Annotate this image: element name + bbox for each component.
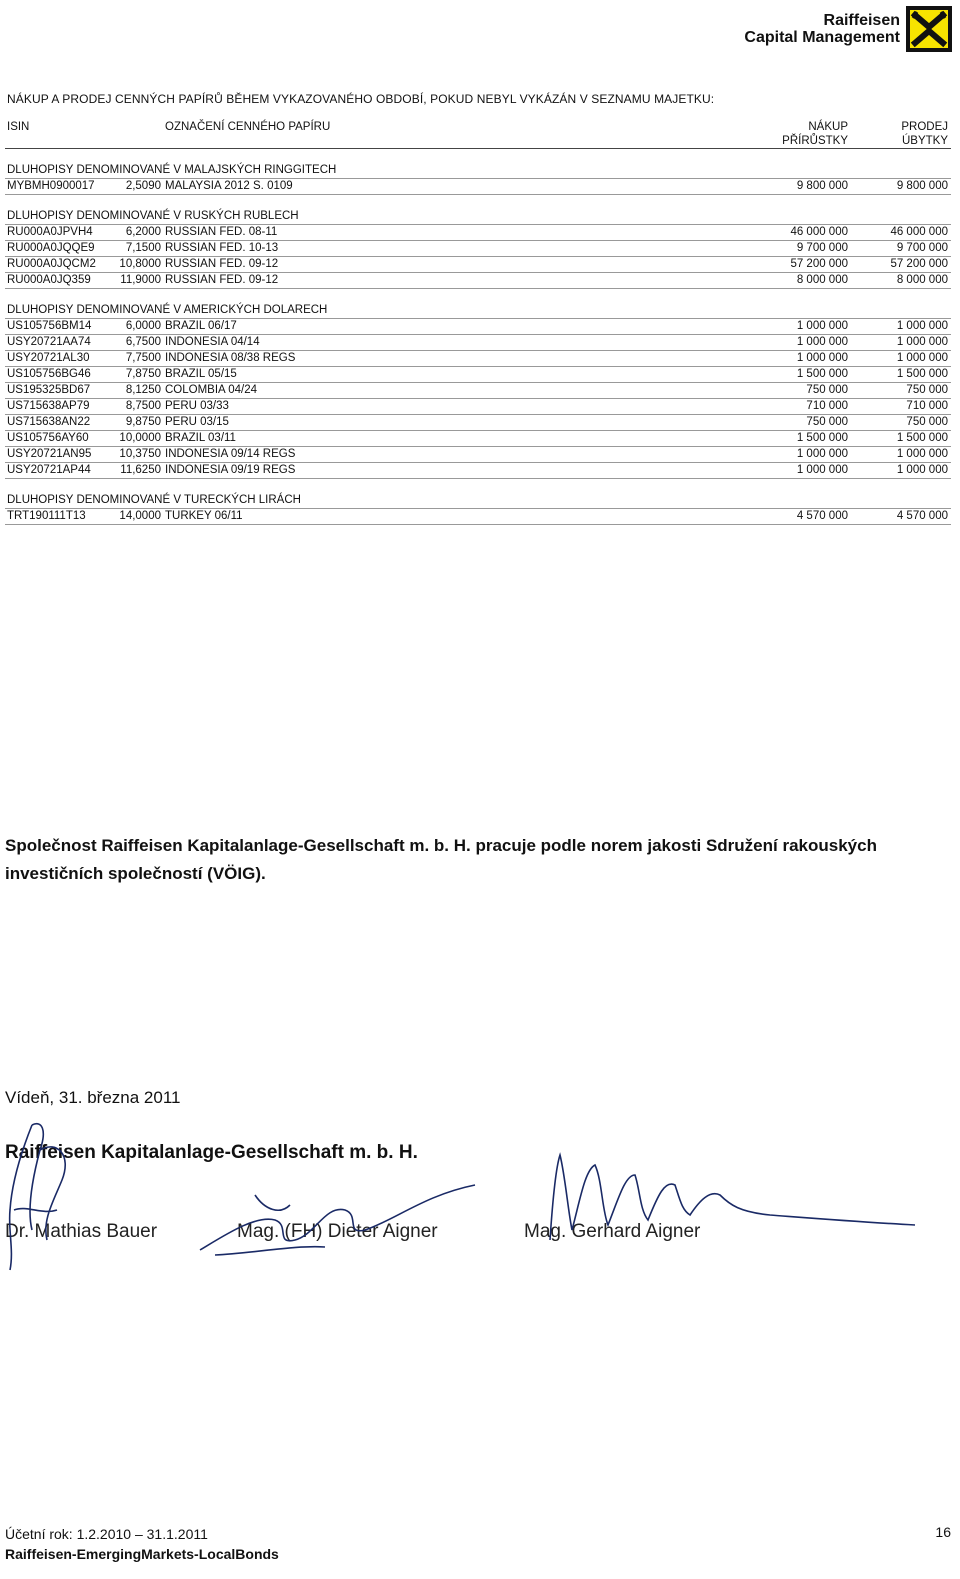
signer-2: Mag. (FH) Dieter Aigner — [237, 1221, 438, 1242]
cell-buy: 1 000 000 — [796, 464, 848, 476]
cell-sell: 46 000 000 — [890, 226, 948, 238]
section-title: DLUHOPISY DENOMINOVANÉ V TURECKÝCH LIRÁCH — [5, 493, 951, 509]
company-name: Raiffeisen Kapitalanlage-Gesellschaft m. b. H. — [5, 1142, 418, 1163]
column-header-buy-line2: PŘÍRŮSTKY — [782, 135, 848, 147]
cell-sell: 57 200 000 — [890, 258, 948, 270]
table-section — [5, 209, 951, 289]
cell-rate: 2,5090 — [125, 180, 161, 192]
table-header — [5, 118, 951, 149]
cell-rate: 6,0000 — [125, 320, 161, 332]
cell-isin: USY20721AP44 — [7, 464, 91, 476]
cell-rate: 10,8000 — [119, 258, 161, 270]
cell-name: BRAZIL 03/11 — [165, 432, 236, 444]
logo-line-1: Raiffeisen — [823, 12, 900, 29]
fiscal-period: Účetní rok: 1.2.2010 – 31.1.2011 — [5, 1526, 208, 1542]
cell-name: INDONESIA 04/14 — [165, 336, 260, 348]
table-row — [5, 351, 951, 367]
cell-rate: 7,1500 — [125, 242, 161, 254]
table-row — [5, 335, 951, 351]
cell-buy: 8 000 000 — [796, 274, 848, 286]
cell-rate: 6,2000 — [125, 226, 161, 238]
cell-isin: RU000A0JQ359 — [7, 274, 91, 286]
logo-line-2: Capital Management — [744, 29, 900, 46]
cell-name: PERU 03/33 — [165, 400, 229, 412]
cell-sell: 1 000 000 — [896, 336, 948, 348]
table-row — [5, 367, 951, 383]
raiffeisen-logo-icon — [906, 6, 952, 52]
cell-isin: US195325BD67 — [7, 384, 91, 396]
table-row — [5, 273, 951, 289]
cell-rate: 10,3750 — [119, 448, 161, 460]
table-section — [5, 163, 951, 195]
cell-sell: 1 000 000 — [896, 320, 948, 332]
cell-isin: USY20721AL30 — [7, 352, 90, 364]
footer — [5, 1524, 279, 1564]
cell-buy: 710 000 — [806, 400, 848, 412]
signature-3-icon — [540, 1150, 920, 1260]
cell-rate: 7,8750 — [125, 368, 161, 380]
cell-buy: 1 500 000 — [796, 368, 848, 380]
cell-sell: 750 000 — [906, 416, 948, 428]
cell-buy: 4 570 000 — [796, 510, 848, 522]
cell-rate: 11,6250 — [120, 464, 161, 476]
cell-buy: 46 000 000 — [790, 226, 848, 238]
column-header-buy — [782, 120, 848, 148]
column-header-sell-line1: PRODEJ — [901, 121, 948, 133]
table-sections — [5, 163, 951, 525]
cell-isin: US105756AY60 — [7, 432, 89, 444]
cell-rate: 10,0000 — [119, 432, 161, 444]
table-row — [5, 179, 951, 195]
cell-isin: US105756BG46 — [7, 368, 91, 380]
cell-sell: 9 700 000 — [896, 242, 948, 254]
cell-buy: 1 500 000 — [796, 432, 848, 444]
cell-sell: 4 570 000 — [896, 510, 948, 522]
cell-name: RUSSIAN FED. 09-12 — [165, 258, 279, 270]
cell-rate: 6,7500 — [125, 336, 161, 348]
cell-isin: US715638AP79 — [7, 400, 90, 412]
cell-name: RUSSIAN FED. 09-12 — [165, 274, 279, 286]
cell-rate: 9,8750 — [125, 416, 161, 428]
cell-buy: 750 000 — [806, 416, 848, 428]
column-header-buy-line1: NÁKUP — [808, 121, 848, 133]
cell-rate: 8,1250 — [125, 384, 161, 396]
cell-sell: 710 000 — [906, 400, 948, 412]
cell-name: PERU 03/15 — [165, 416, 229, 428]
cell-isin: TRT190111T13 — [7, 510, 86, 522]
cell-sell: 9 800 000 — [896, 180, 948, 192]
cell-isin: USY20721AA74 — [7, 336, 91, 348]
table-section — [5, 303, 951, 479]
cell-sell: 1 000 000 — [896, 352, 948, 364]
cell-sell: 750 000 — [906, 384, 948, 396]
page-number: 16 — [935, 1524, 951, 1540]
cell-buy: 750 000 — [806, 384, 848, 396]
cell-name: INDONESIA 09/19 REGS — [165, 464, 296, 476]
cell-buy: 9 700 000 — [796, 242, 848, 254]
table-row — [5, 241, 951, 257]
quality-statement: Společnost Raiffeisen Kapitalanlage-Gesellschaft m. b. H. pracuje podle norem jakosti Sdružení rakouských investičních společností (VÖIG). — [5, 836, 877, 883]
table-row — [5, 415, 951, 431]
cell-isin: US715638AN22 — [7, 416, 91, 428]
logo-wordmark — [744, 12, 900, 46]
column-header-sell-line2: ÚBYTKY — [901, 135, 948, 147]
cell-isin: MYBMH0900017 — [7, 180, 95, 192]
securities-table — [5, 118, 951, 525]
table-row — [5, 383, 951, 399]
cell-name: BRAZIL 05/15 — [165, 368, 237, 380]
column-header-name: OZNAČENÍ CENNÉHO PAPÍRU — [165, 121, 331, 133]
cell-sell: 1 000 000 — [896, 464, 948, 476]
cell-buy: 1 000 000 — [796, 320, 848, 332]
cell-isin: RU000A0JQCM2 — [7, 258, 96, 270]
cell-isin: US105756BM14 — [7, 320, 92, 332]
cell-name: INDONESIA 09/14 REGS — [165, 448, 296, 460]
cell-isin: USY20721AN95 — [7, 448, 92, 460]
signature-1-icon — [2, 1110, 92, 1280]
table-row — [5, 431, 951, 447]
cell-sell: 1 000 000 — [896, 448, 948, 460]
table-row — [5, 463, 951, 479]
signer-1: Dr. Mathias Bauer — [5, 1221, 158, 1242]
cell-rate: 8,7500 — [125, 400, 161, 412]
cell-name: COLOMBIA 04/24 — [165, 384, 258, 396]
signer-3: Mag. Gerhard Aigner — [524, 1221, 701, 1242]
table-row — [5, 399, 951, 415]
cell-isin: RU000A0JPVH4 — [7, 226, 93, 238]
cell-sell: 1 500 000 — [896, 368, 948, 380]
company-logo — [744, 6, 952, 52]
table-row — [5, 257, 951, 273]
section-title: DLUHOPISY DENOMINOVANÉ V AMERICKÝCH DOLARECH — [5, 303, 951, 319]
cell-sell: 8 000 000 — [896, 274, 948, 286]
table-row — [5, 509, 951, 525]
cell-name: TURKEY 06/11 — [165, 510, 243, 522]
section-heading: NÁKUP A PRODEJ CENNÝCH PAPÍRŮ BĚHEM VYKAZOVANÉHO OBDOBÍ, POKUD NEBYL VYKÁZÁN V SEZNAMU MAJETKU: — [7, 92, 715, 106]
cell-name: MALAYSIA 2012 S. 0109 — [165, 180, 293, 192]
cell-isin: RU000A0JQQE9 — [7, 242, 95, 254]
table-row — [5, 319, 951, 335]
cell-buy: 9 800 000 — [796, 180, 848, 192]
cell-name: BRAZIL 06/17 — [165, 320, 237, 332]
column-header-isin: ISIN — [7, 121, 30, 133]
cell-buy: 57 200 000 — [790, 258, 848, 270]
table-section — [5, 493, 951, 525]
cell-sell: 1 500 000 — [896, 432, 948, 444]
cell-rate: 11,9000 — [120, 274, 161, 286]
cell-rate: 7,7500 — [125, 352, 161, 364]
section-title: DLUHOPISY DENOMINOVANÉ V RUSKÝCH RUBLECH — [5, 209, 951, 225]
section-title: DLUHOPISY DENOMINOVANÉ V MALAJSKÝCH RINGGITECH — [5, 163, 951, 179]
fund-name: Raiffeisen-EmergingMarkets-LocalBonds — [5, 1546, 279, 1562]
table-row — [5, 447, 951, 463]
cell-rate: 14,0000 — [119, 510, 161, 522]
place-and-date: Vídeň, 31. března 2011 — [5, 1088, 181, 1107]
cell-name: INDONESIA 08/38 REGS — [165, 352, 296, 364]
signature-2-icon — [195, 1175, 485, 1265]
cell-buy: 1 000 000 — [796, 336, 848, 348]
cell-name: RUSSIAN FED. 08-11 — [165, 226, 278, 238]
column-header-sell — [901, 120, 948, 148]
cell-buy: 1 000 000 — [796, 448, 848, 460]
table-row — [5, 225, 951, 241]
cell-name: RUSSIAN FED. 10-13 — [165, 242, 279, 254]
cell-buy: 1 000 000 — [796, 352, 848, 364]
